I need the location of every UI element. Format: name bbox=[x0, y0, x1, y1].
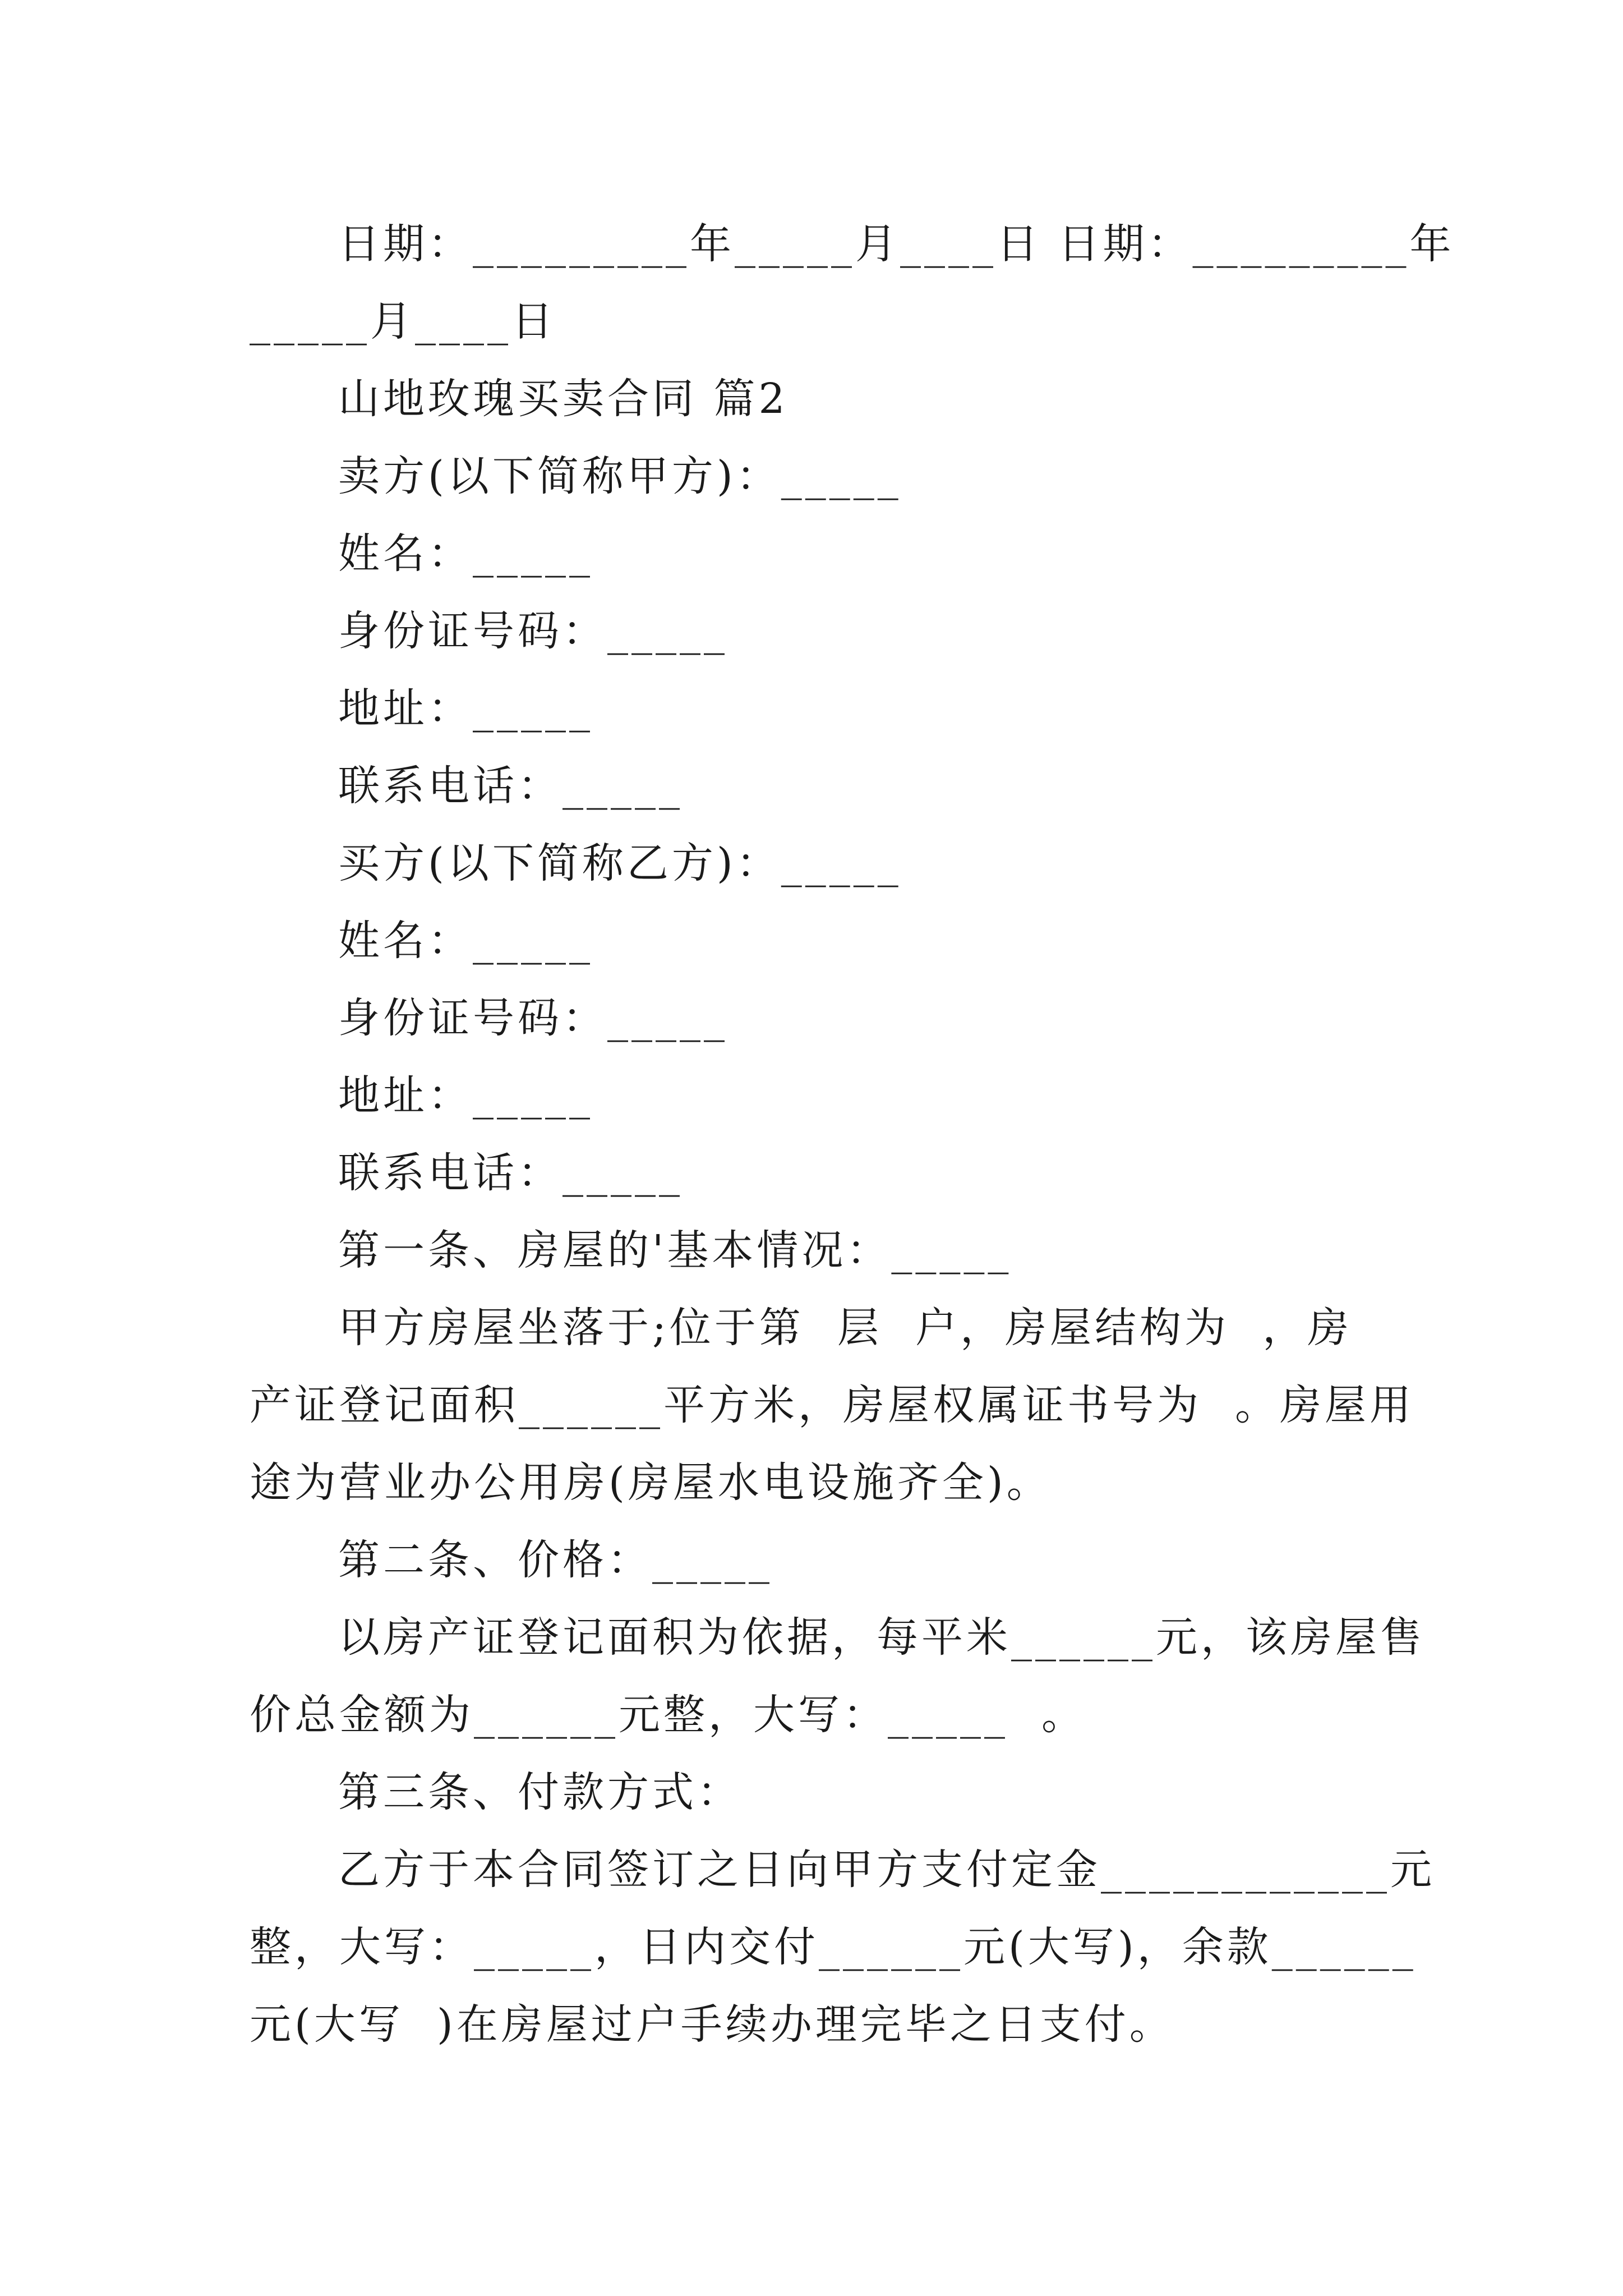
buyer-address: 地址：_____ bbox=[338, 1071, 593, 1120]
article-3-paragraph-line-3: 元(大写 )在房屋过户手续办理完毕之日支付。 bbox=[250, 2000, 1174, 2049]
section-title: 山地玫瑰买卖合同 篇2 bbox=[338, 375, 789, 423]
article-1-paragraph-line-3: 途为营业办公用房(房屋水电设施齐全)。 bbox=[250, 1458, 1052, 1507]
article-2-heading: 第二条、价格：_____ bbox=[338, 1536, 773, 1584]
buyer-id-number: 身份证号码：_____ bbox=[338, 994, 728, 1042]
date-line-continued: _____月____日 bbox=[250, 297, 556, 346]
document-body bbox=[250, 0, 1455, 2063]
seller-address: 地址：_____ bbox=[338, 684, 593, 733]
seller-phone: 联系电话：_____ bbox=[338, 762, 683, 810]
article-2-paragraph-line-2: 价总金额为______元整，大写：_____ 。 bbox=[250, 1691, 1087, 1739]
article-1-paragraph-line-2: 产证登记面积______平方米，房屋权属证书号为 。房屋用 bbox=[250, 1381, 1415, 1429]
article-3-heading: 第三条、付款方式： bbox=[338, 1768, 742, 1816]
seller-name: 姓名：_____ bbox=[338, 530, 593, 578]
seller-id-number: 身份证号码：_____ bbox=[338, 607, 728, 655]
buyer-name: 姓名：_____ bbox=[338, 917, 593, 965]
article-1-paragraph-line-1: 甲方房屋坐落于;位于第 层 户，房屋结构为 ，房 bbox=[338, 1304, 1353, 1352]
article-3-paragraph-line-2: 整，大写：_____，日内交付______元(大写)，余款______ bbox=[250, 1923, 1417, 1971]
article-3-paragraph-line-1: 乙方于本合同签订之日向甲方支付定金____________元 bbox=[338, 1846, 1435, 1894]
seller-heading: 卖方(以下简称甲方)：_____ bbox=[338, 452, 902, 500]
article-2-paragraph-line-1: 以房产证登记面积为依据，每平米______元，该房屋售 bbox=[338, 1613, 1425, 1662]
article-1-heading: 第一条、房屋的'基本情况：_____ bbox=[338, 1226, 1012, 1274]
buyer-phone: 联系电话：_____ bbox=[338, 1149, 683, 1197]
buyer-heading: 买方(以下简称乙方)：_____ bbox=[338, 839, 902, 887]
date-line: 日期：_________年_____月____日 日期：_________年 bbox=[338, 220, 1455, 268]
